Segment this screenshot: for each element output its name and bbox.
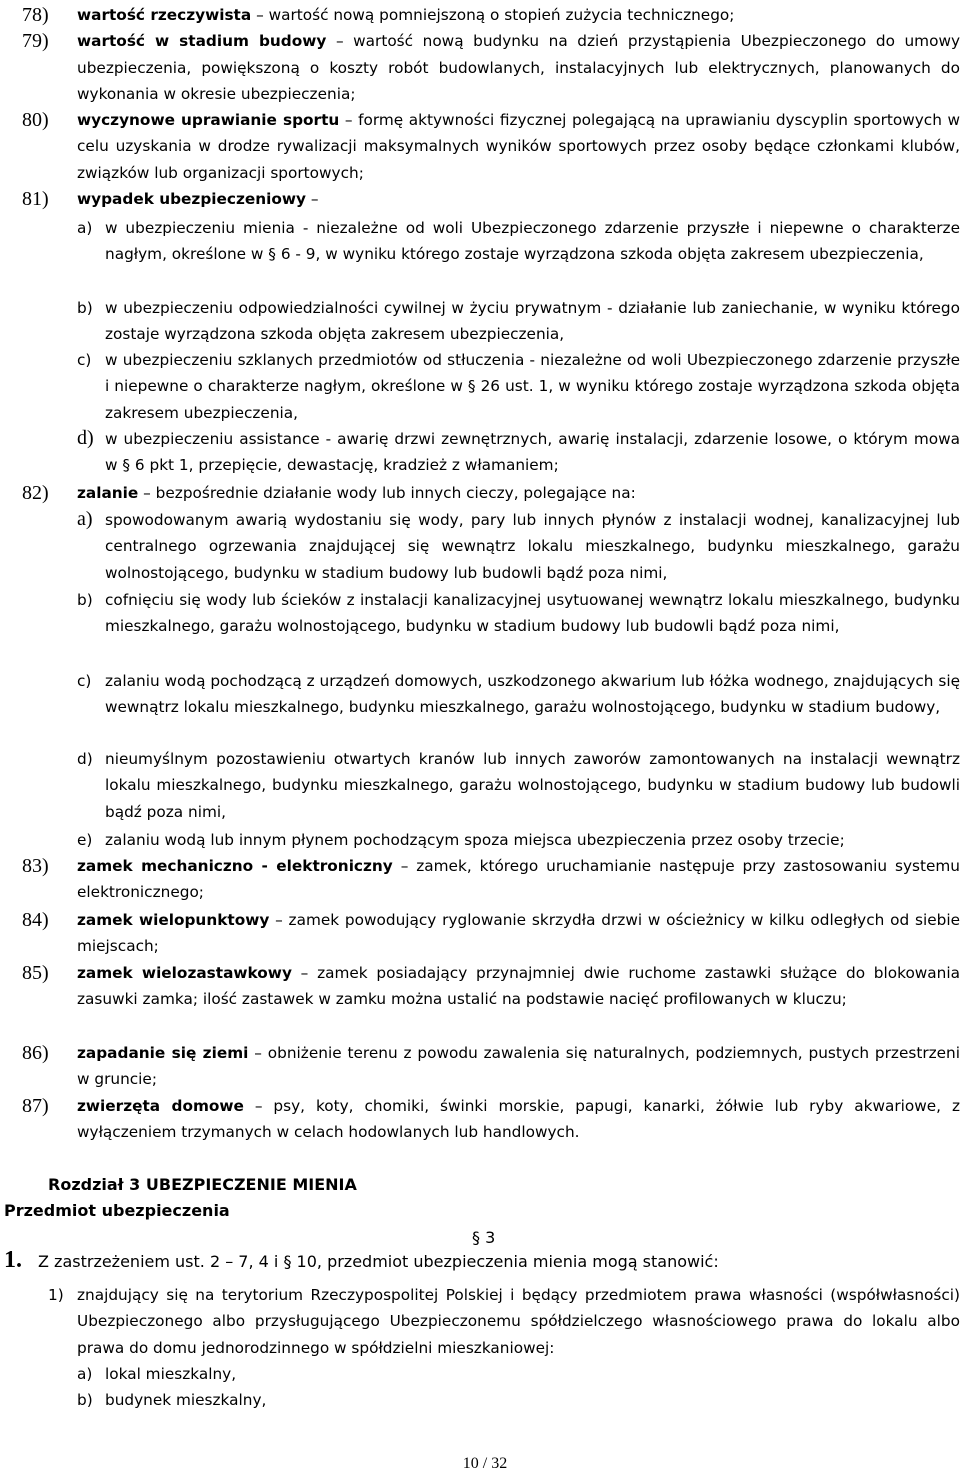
sub-item-label: b)	[77, 1391, 93, 1409]
sub-item-label: c)	[77, 351, 92, 369]
definition-number: 87)	[22, 1095, 49, 1117]
definition-text: – formę aktywności fizycznej polegającą na uprawianiu dyscyplin sportowych w celu uzyskania w drodze rywalizacji maksymalnych wyników sportowych przez osoby będące członkami klubów, związków lub organizacji sportowych;	[77, 111, 960, 182]
definition-text: – obniżenie terenu z powodu zawalenia się naturalnych, podziemnych, pustych przestrzeni w gruncie;	[77, 1044, 960, 1089]
sub-item-text: w ubezpieczeniu mienia - niezależne od woli Ubezpieczonego zdarzenie przyszłe i niepewne o charakterze nagłym, określone w § 6 - 9, w wyniku którego zostaje wyrządzona szkoda objęta zakresem ubezpieczenia,	[105, 219, 960, 264]
sub-item-82c	[77, 668, 960, 721]
definition-term: zamek wielozastawkowy	[77, 964, 292, 982]
sub-item-label: a)	[77, 219, 93, 237]
sub-item-text: budynek mieszkalny,	[105, 1391, 267, 1409]
sub-item-label: b)	[77, 591, 93, 609]
chapter-heading: Rozdział 3 UBEZPIECZENIE MIENIA	[48, 1175, 357, 1194]
definition-86	[0, 1040, 960, 1093]
sub-item-text: lokal mieszkalny,	[105, 1365, 237, 1383]
sub-item-label: a)	[77, 1365, 93, 1383]
paragraph-number: § 3	[472, 1228, 496, 1247]
definition-number: 78)	[22, 4, 49, 26]
sub-item-82d	[77, 746, 960, 825]
sub-item-text: w ubezpieczeniu odpowiedzialności cywilnej w życiu prywatnym - działanie lub zaniechanie, w wyniku którego zostaje wyrządzona szkoda objęta zakresem ubezpieczenia,	[105, 299, 960, 344]
sub-item-label: d)	[77, 427, 94, 449]
sub-item-1b	[77, 1387, 960, 1413]
sub-item-text: w ubezpieczeniu assistance - awarię drzwi zewnętrznych, awarię instalacji, zdarzenie losowe, o którym mowa w § 6 pkt 1, przepięcie, dewastację, kradzież z włamaniem;	[105, 430, 960, 475]
definition-number: 81)	[22, 188, 49, 210]
definition-text: – psy, koty, chomiki, świnki morskie, papugi, kanarki, żółwie lub ryby akwariowe, z wyłączeniem trzymanych w celach hodowlanych lub handlowych.	[77, 1097, 960, 1142]
definition-term: zamek wielopunktowy	[77, 911, 270, 929]
definition-term: wartość rzeczywista	[77, 6, 252, 24]
definition-82	[0, 480, 960, 506]
definition-term: wartość w stadium budowy	[77, 32, 327, 50]
definition-term: wypadek ubezpieczeniowy	[77, 190, 306, 208]
sub-item-82e	[77, 827, 960, 853]
definition-term: zamek mechaniczno - elektroniczny	[77, 857, 393, 875]
item-number: 1)	[48, 1286, 64, 1304]
definition-85	[0, 960, 960, 1013]
definition-80	[0, 107, 960, 186]
item-text: znajdujący się na terytorium Rzeczypospolitej Polskiej i będący przedmiotem prawa własności (współwłasności) Ubezpieczonego albo przysługującego Ubezpieczonemu spółdzielczego własnościowego prawa do lokalu albo prawa do domu jednorodzinnego w spółdzielni mieszkaniowej:	[77, 1286, 960, 1357]
page-number: 10 / 32	[462, 1455, 508, 1472]
sub-item-text: zalaniu wodą lub innym płynem pochodzącym spoza miejsca ubezpieczenia przez osoby trzecie;	[105, 831, 845, 849]
sub-item-label: c)	[77, 672, 92, 690]
definition-text: – wartość nową pomniejszoną o stopień zużycia technicznego;	[251, 6, 735, 24]
definition-number: 79)	[22, 30, 49, 52]
sub-item-label: e)	[77, 831, 93, 849]
sub-item-81b	[77, 295, 960, 348]
definition-term: zwierzęta domowe	[77, 1097, 244, 1115]
sub-item-82b	[77, 587, 960, 640]
definition-81	[0, 186, 960, 212]
sub-item-label: d)	[77, 750, 93, 768]
sub-item-text: spowodowanym awarią wydostaniu się wody, pary lub innych płynów z instalacji wodnej, kanalizacyjnej lub centralnego ogrzewania znajdującej się wewnątrz lokalu mieszkalnego, budynku mieszkalnego, garażu wolnostojącego, budynku w stadium budowy lub budowli bądź poza nimi,	[105, 511, 960, 582]
section-text: Z zastrzeżeniem ust. 2 – 7, 4 i § 10, przedmiot ubezpieczenia mienia mogą stanowić:	[38, 1252, 719, 1271]
definition-term: zalanie	[77, 484, 139, 502]
sub-item-text: w ubezpieczeniu szklanych przedmiotów od stłuczenia - niezależne od woli Ubezpieczonego zdarzenie przyszłe i niepewne o charakterze nagłym, określone w § 26 ust. 1, w wyniku którego zostaje wyrządzona szkoda objęta zakresem ubezpieczenia,	[105, 351, 960, 422]
sub-item-text: cofnięciu się wody lub ścieków z instalacji kanalizacyjnej usytuowanej wewnątrz lokalu mieszkalnego, budynku mieszkalnego, garażu wolnostojącego, budynku w stadium budowy lub budowli bądź poza nimi,	[105, 591, 960, 636]
sub-item-81d	[77, 426, 960, 479]
sub-item-label: a)	[77, 508, 93, 530]
definition-text: – wartość nową budynku na dzień przystąpienia Ubezpieczonego do umowy ubezpieczenia, powiększoną o koszty robót budowlanych, instalacyjnych lub elektrycznych, planowanych do wykonania w okresie ubezpieczenia;	[77, 32, 960, 103]
section-number: 1.	[4, 1247, 22, 1273]
sub-item-text: nieumyślnym pozostawieniu otwartych kranów lub innych zaworów zamontowanych na instalacji wewnątrz lokalu mieszkalnego, budynku mieszkalnego, garażu wolnostojącego, budynku w stadium budowy lub budowli bądź poza nimi,	[105, 750, 960, 821]
sub-item-text: zalaniu wodą pochodzącą z urządzeń domowych, uszkodzonego akwarium lub łóżka wodnego, znajdujących się wewnątrz lokalu mieszkalnego, budynku mieszkalnego, garażu wolnostojącego, budynku w stadium budowy,	[105, 672, 960, 717]
sub-item-label: b)	[77, 299, 93, 317]
definition-number: 80)	[22, 109, 49, 131]
definition-number: 83)	[22, 855, 49, 877]
sub-item-1a	[77, 1361, 960, 1387]
definition-text: – bezpośrednie działanie wody lub innych cieczy, polegające na:	[138, 484, 636, 502]
definition-text: – zamek posiadający przynajmniej dwie ruchome zastawki służące do blokowania zasuwki zamka; ilość zastawek w zamku można ustalić na podstawie nacięć profilowanych w kluczu;	[77, 964, 960, 1009]
definition-term: wyczynowe uprawianie sportu	[77, 111, 340, 129]
definition-number: 82)	[22, 482, 49, 504]
sub-item-82a	[77, 507, 960, 586]
definition-number: 85)	[22, 962, 49, 984]
definition-79	[0, 28, 960, 108]
definition-number: 86)	[22, 1042, 49, 1064]
definition-text: –	[305, 190, 319, 208]
section-subheading: Przedmiot ubezpieczenia	[4, 1201, 230, 1220]
definition-84	[0, 907, 960, 960]
definition-text: – zamek, którego uruchamianie następuje przy zastosowaniu systemu elektronicznego;	[77, 857, 960, 902]
sub-item-81c	[77, 347, 960, 426]
definition-term: zapadanie się ziemi	[77, 1044, 249, 1062]
definition-text: – zamek powodujący ryglowanie skrzydła drzwi w ościeżnicy w kilku odległych od siebie miejscach;	[77, 911, 960, 956]
definition-87	[0, 1093, 960, 1146]
definition-78	[0, 2, 960, 28]
definition-83	[0, 853, 960, 906]
definition-number: 84)	[22, 909, 49, 931]
sub-item-81a	[77, 215, 960, 268]
